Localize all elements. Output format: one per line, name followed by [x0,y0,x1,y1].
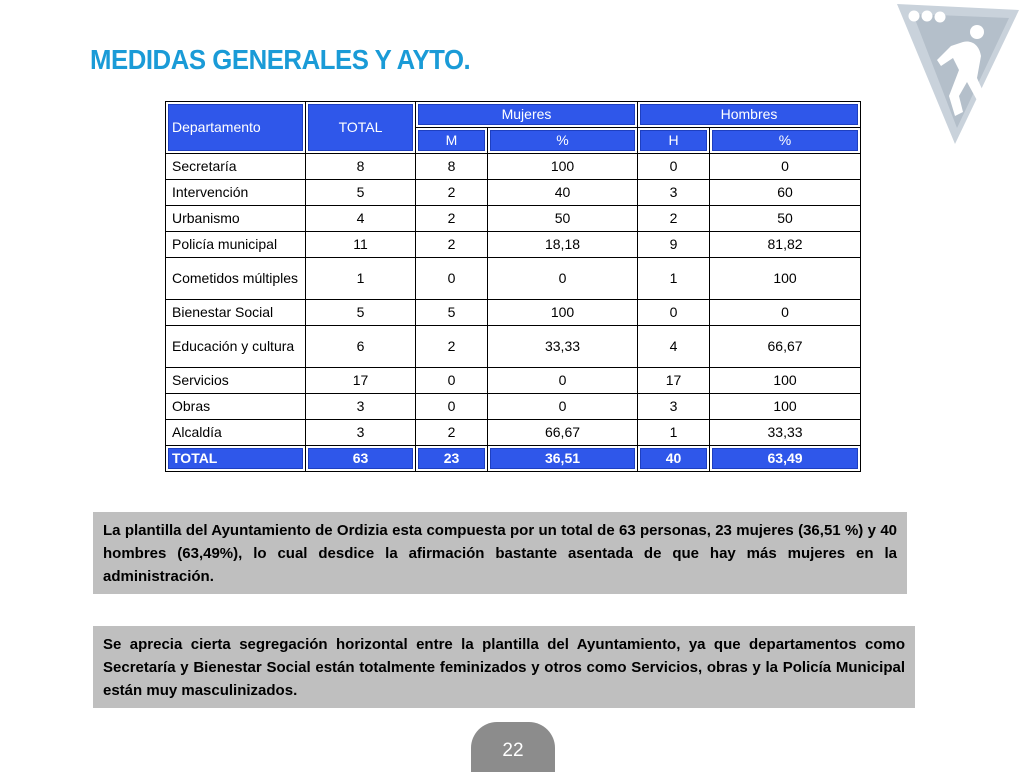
cell-men-pct: 81,82 [710,232,861,258]
table-row [166,394,861,420]
cell-total: 5 [306,180,416,206]
slide-title: MEDIDAS GENERALES Y AYTO. [90,44,471,75]
total-women-pct: 36,51 [488,446,638,472]
cell-men: 1 [638,420,710,446]
cell-department: Policía municipal [166,232,306,258]
cell-women: 0 [416,258,488,300]
cell-total: 4 [306,206,416,232]
segregation-note: Se aprecia cierta segregación horizontal entre la plantilla del Ayuntamiento, ya que departamentos como Secretaría y Bienestar Social están totalmente feminizados y otros como Servicios, obras y la Policía Municipal están muy masculinizados. [93,626,915,708]
cell-women-pct: 66,67 [488,420,638,446]
cell-women-pct: 0 [488,258,638,300]
cell-department: Urbanismo [166,206,306,232]
table-row [166,154,861,180]
cell-men: 3 [638,394,710,420]
summary-note: La plantilla del Ayuntamiento de Ordizia esta compuesta por un total de 63 personas, 23 mujeres (36,51 %) y 40 hombres (63,49%), lo cual desdice la afirmación bastante asentada de que hay más mujeres en la administración. [93,512,907,594]
table-row [166,326,861,368]
cell-women-pct: 0 [488,394,638,420]
total-all: 63 [306,446,416,472]
cell-women-pct: 100 [488,300,638,326]
cell-women: 2 [416,420,488,446]
col-header-women-count: M [416,128,488,154]
total-men-pct: 63,49 [710,446,861,472]
cell-women: 8 [416,154,488,180]
cell-men: 9 [638,232,710,258]
table-row [166,232,861,258]
cell-women-pct: 0 [488,368,638,394]
cell-women: 2 [416,180,488,206]
cell-men: 2 [638,206,710,232]
cell-women-pct: 40 [488,180,638,206]
total-women: 23 [416,446,488,472]
cell-women-pct: 18,18 [488,232,638,258]
cell-total: 11 [306,232,416,258]
logo-icon [893,0,1021,146]
cell-men-pct: 100 [710,394,861,420]
cell-women-pct: 50 [488,206,638,232]
col-header-women-pct: % [488,128,638,154]
cell-men-pct: 66,67 [710,326,861,368]
cell-total: 6 [306,326,416,368]
page-number: 22 [471,722,555,772]
cell-women-pct: 100 [488,154,638,180]
cell-total: 17 [306,368,416,394]
cell-men: 0 [638,300,710,326]
cell-women: 2 [416,232,488,258]
cell-men-pct: 33,33 [710,420,861,446]
col-header-men: Hombres [638,102,861,128]
cell-men: 17 [638,368,710,394]
total-label: TOTAL [166,446,306,472]
cell-men-pct: 100 [710,258,861,300]
cell-department: Bienestar Social [166,300,306,326]
col-header-men-pct: % [710,128,861,154]
cell-total: 8 [306,154,416,180]
col-header-men-count: H [638,128,710,154]
col-header-women: Mujeres [416,102,638,128]
cell-women: 5 [416,300,488,326]
total-men: 40 [638,446,710,472]
cell-men: 1 [638,258,710,300]
table-row [166,420,861,446]
cell-total: 3 [306,420,416,446]
cell-total: 1 [306,258,416,300]
col-header-total: TOTAL [306,102,416,154]
cell-department: Educación y cultura [166,326,306,368]
cell-department: Cometidos múltiples [166,258,306,300]
table-row [166,368,861,394]
staff-table [165,101,861,472]
cell-women-pct: 33,33 [488,326,638,368]
cell-department: Alcaldía [166,420,306,446]
cell-men-pct: 0 [710,300,861,326]
table-row [166,258,861,300]
cell-men: 4 [638,326,710,368]
cell-men-pct: 50 [710,206,861,232]
cell-total: 5 [306,300,416,326]
cell-men-pct: 60 [710,180,861,206]
cell-men: 3 [638,180,710,206]
cell-men-pct: 100 [710,368,861,394]
cell-women: 0 [416,394,488,420]
cell-department: Servicios [166,368,306,394]
table-row [166,180,861,206]
col-header-department: Departamento [166,102,306,154]
cell-department: Obras [166,394,306,420]
table-total-row [166,446,861,472]
cell-department: Secretaría [166,154,306,180]
cell-total: 3 [306,394,416,420]
table-row [166,206,861,232]
table-header-row [166,102,861,128]
cell-women: 2 [416,206,488,232]
cell-department: Intervención [166,180,306,206]
table-row [166,300,861,326]
cell-women: 0 [416,368,488,394]
cell-women: 2 [416,326,488,368]
cell-men: 0 [638,154,710,180]
cell-men-pct: 0 [710,154,861,180]
